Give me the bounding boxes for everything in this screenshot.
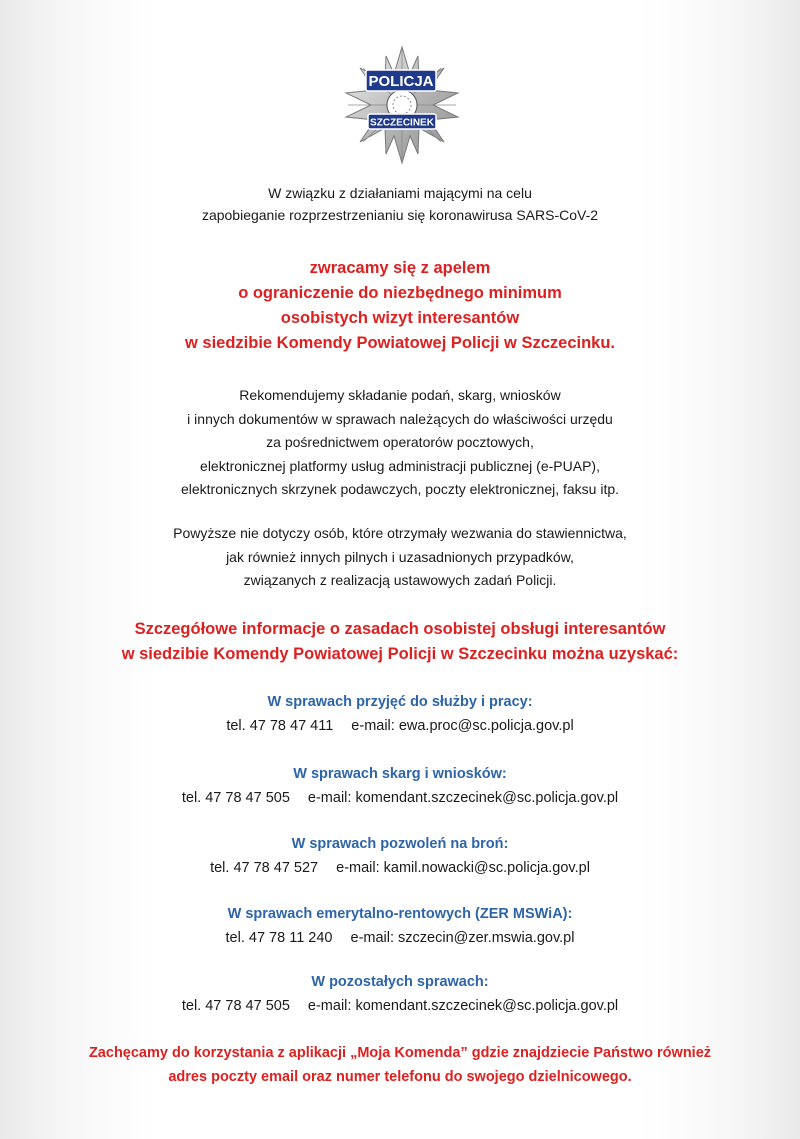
recommendation-line: za pośrednictwem operatorów pocztowych, xyxy=(266,434,534,450)
exception-note xyxy=(0,522,800,593)
intro-line: W związku z działaniami mającymi na celu xyxy=(268,185,532,201)
contact-phone: tel. 47 78 47 411 xyxy=(226,718,334,734)
appeal-heading xyxy=(0,256,800,356)
appeal-line: osobistych wizyt interesantów xyxy=(280,309,520,327)
contact-info xyxy=(0,856,800,880)
recommendation-line: i innych dokumentów w sprawach należących do właściwości urzędu xyxy=(187,410,613,427)
contact-email[interactable]: e-mail: komendant.szczecinek@sc.policja.gov.pl xyxy=(307,998,619,1014)
note-line: Powyższe nie dotyczy osób, które otrzymały wezwania do stawiennictwa, xyxy=(173,525,627,541)
footer-line: Zachęcamy do korzystania z aplikacji „Moja Komenda” gdzie znajdziecie Państwo również xyxy=(88,1045,712,1061)
contact-info xyxy=(0,786,800,810)
contact-info xyxy=(0,714,800,738)
contact-email[interactable]: e-mail: komendant.szczecinek@sc.policja.gov.pl xyxy=(307,790,619,806)
contact-phone: tel. 47 78 47 505 xyxy=(181,790,290,806)
footer-line: adres poczty email oraz numer telefonu do swojego dzielnicowego. xyxy=(168,1069,632,1085)
details-line: Szczegółowe informacje o zasadach osobistej obsługi interesantów xyxy=(134,620,666,638)
note-line: jak również innych pilnych i uzasadnionych przypadków, xyxy=(226,548,574,565)
contact-other xyxy=(0,970,800,1018)
contact-heading: W sprawach pozwoleń na broń: xyxy=(291,836,509,852)
contact-complaints xyxy=(0,762,800,810)
contact-heading: W sprawach przyjęć do służby i pracy: xyxy=(267,694,533,710)
contact-weapons-permits xyxy=(0,832,800,880)
details-heading xyxy=(0,617,800,667)
contact-info xyxy=(0,926,800,950)
appeal-line: zwracamy się z apelem xyxy=(309,259,491,277)
contact-pensions xyxy=(0,902,800,950)
recommendation-line: Rekomendujemy składanie podań, skarg, wniosków xyxy=(239,387,561,403)
contact-email[interactable]: e-mail: szczecin@zer.mswia.gov.pl xyxy=(350,930,575,946)
svg-text:SZCZECINEK: SZCZECINEK xyxy=(370,117,434,129)
police-star-icon xyxy=(341,44,463,166)
contact-info xyxy=(0,994,800,1018)
contact-email[interactable]: e-mail: kamil.nowacki@sc.policja.gov.pl xyxy=(336,860,590,876)
contact-phone: tel. 47 78 11 240 xyxy=(225,930,333,946)
recommendation-text xyxy=(0,384,800,502)
policja-szczecinek-logo xyxy=(341,44,463,166)
contact-phone: tel. 47 78 47 527 xyxy=(210,860,319,876)
contact-heading: W pozostałych sprawach: xyxy=(311,974,489,990)
contact-recruitment xyxy=(0,690,800,738)
note-line: związanych z realizacją ustawowych zadań Policji. xyxy=(243,572,557,588)
appeal-line: w siedzibie Komendy Powiatowej Policji w Szczecinku. xyxy=(184,334,616,352)
contact-email[interactable]: e-mail: ewa.proc@sc.policja.gov.pl xyxy=(351,718,574,734)
contact-heading: W sprawach emerytalno-rentowych (ZER MSWiA): xyxy=(227,906,573,922)
contact-heading: W sprawach skarg i wniosków: xyxy=(293,766,507,782)
intro-line: zapobieganie rozprzestrzenianiu się koronawirusa SARS-CoV-2 xyxy=(201,207,599,223)
svg-text:POLICJA: POLICJA xyxy=(368,73,434,90)
details-line: w siedzibie Komendy Powiatowej Policji w Szczecinku można uzyskać: xyxy=(121,645,679,663)
intro-text xyxy=(0,182,800,226)
recommendation-line: elektronicznej platformy usług administracji publicznej (e-PUAP), xyxy=(200,457,600,474)
app-promo-footer xyxy=(0,1041,800,1089)
contact-phone: tel. 47 78 47 505 xyxy=(181,998,290,1014)
appeal-line: o ograniczenie do niezbędnego minimum xyxy=(238,284,562,302)
recommendation-line: elektronicznych skrzynek podawczych, poczty elektronicznej, faksu itp. xyxy=(180,481,620,497)
